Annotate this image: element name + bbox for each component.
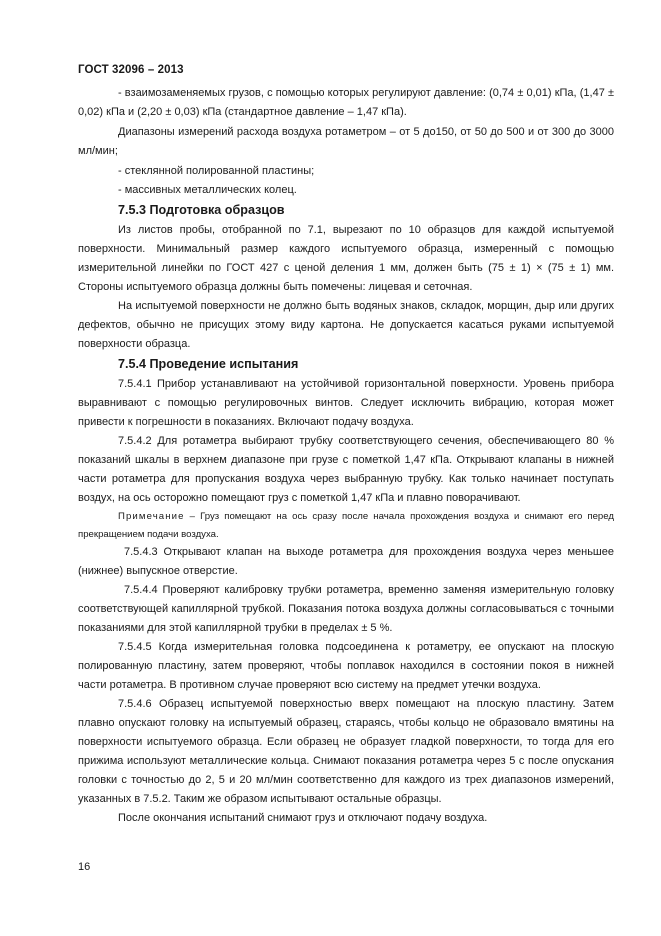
paragraph-7-5-4-5: 7.5.4.5 Когда измерительная головка подсоединена к ротаметру, ее опускают на плоскую полированную пластину, затем проверяют, чтобы поплавок находился в состоянии покоя в нижней части ротаметра. В противном случае проверяют всю систему на предмет утечки воздуха. [78,641,614,692]
paragraph-7-5-4-3: 7.5.4.3 Открывают клапан на выходе ротаметра для прохождения воздуха через меньшее (нижнее) выпускное отверстие. [78,546,614,578]
note-text: – Груз помещают на ось сразу после начала прохождения воздуха и снимают его перед прекращением подачи воздуха. [78,511,614,540]
paragraph-sample-cutting: Из листов пробы, отобранной по 7.1, вырезают по 10 образцов для каждой испытуемой поверхности. Минимальный размер каждого испытуемого образца, измеренный с помощью измерительной линейки по ГОСТ 427 с ценой деления 1 мм, должен быть (75 ± 1) × (75 ± 1) мм. Стороны испытуемого образца должны быть помечены: лицевая и сеточная. [78,224,614,294]
list-item-metal-rings: - массивных металлических колец. [118,184,297,197]
paragraph-7-5-4-2: 7.5.4.2 Для ротаметра выбирают трубку соответствующего сечения, обеспечивающего 80 % показаний шкалы в верхнем диапазоне при грузе с пометкой 1,47 кПа. Открывают клапаны в нижней части ротаметра для пропускания воздуха через выбранную трубку. Как только начинает поступать воздух, на ось осторожно помещают груз с пометкой 1,47 кПа и плавно поворачивают. [78,435,614,505]
section-heading-7-5-3: 7.5.3 Подготовка образцов [118,203,285,218]
document-header: ГОСТ 32096 – 2013 [78,64,184,76]
note-label: Примечание [118,511,185,523]
paragraph-sample-defects: На испытуемой поверхности не должно быть водяных знаков, складок, морщин, дыр или других дефектов, обычно не присущих этому виду картона. Не допускается касаться руками испытуемой поверхности образца. [78,300,614,351]
list-item-glass-plate: - стеклянной полированной пластины; [118,164,315,177]
paragraph-7-5-4-6: 7.5.4.6 Образец испытуемой поверхностью вверх помещают на плоскую пластину. Затем плавно опускают головку на испытуемый образец, стараясь, чтобы кольцо не образовало вмятины на поверхности испытуемого образца. Если образец не образует гладкой поверхности, то тогда для его прижима используют металлические кольца. Снимают показания ротаметра через 5 с после опускания головки с точностью до 2, 5 и 20 мл/мин соответственно для каждого из трех диапазонов измерений, указанных в 7.5.2. Таким же образом испытывают остальные образцы. [78,698,614,806]
page-body [78,84,614,828]
paragraph-finish: После окончания испытаний снимают груз и отключают подачу воздуха. [118,812,488,825]
page-number: 16 [78,861,91,873]
paragraph-7-5-4-1: 7.5.4.1 Прибор устанавливают на устойчивой горизонтальной поверхности. Уровень прибора выравнивают с помощью регулировочных винтов. Следует исключить вибрацию, которая может привести к погрешности в показаниях. Включают подачу воздуха. [78,378,614,429]
section-heading-7-5-4: 7.5.4 Проведение испытания [118,357,299,372]
note [78,508,614,543]
paragraph-7-5-4-4: 7.5.4.4 Проверяют калибровку трубки ротаметра, временно заменяя измерительную головку соответствующей капиллярной трубкой. Показания потока воздуха должны согласовываться с точными показаниями для этой капиллярной трубки в пределах ± 5 %. [78,584,614,635]
paragraph-ranges: Диапазоны измерений расхода воздуха ротаметром – от 5 до150, от 50 до 500 и от 300 до 3000 мл/мин; [78,125,614,158]
paragraph-weights: - взаимозаменяемых грузов, с помощью которых регулируют давление: (0,74 ± 0,01) кПа, (1,47 ± 0,02) кПа и (2,20 ± 0,03) кПа (стандартное давление – 1,47 кПа). [78,87,614,119]
